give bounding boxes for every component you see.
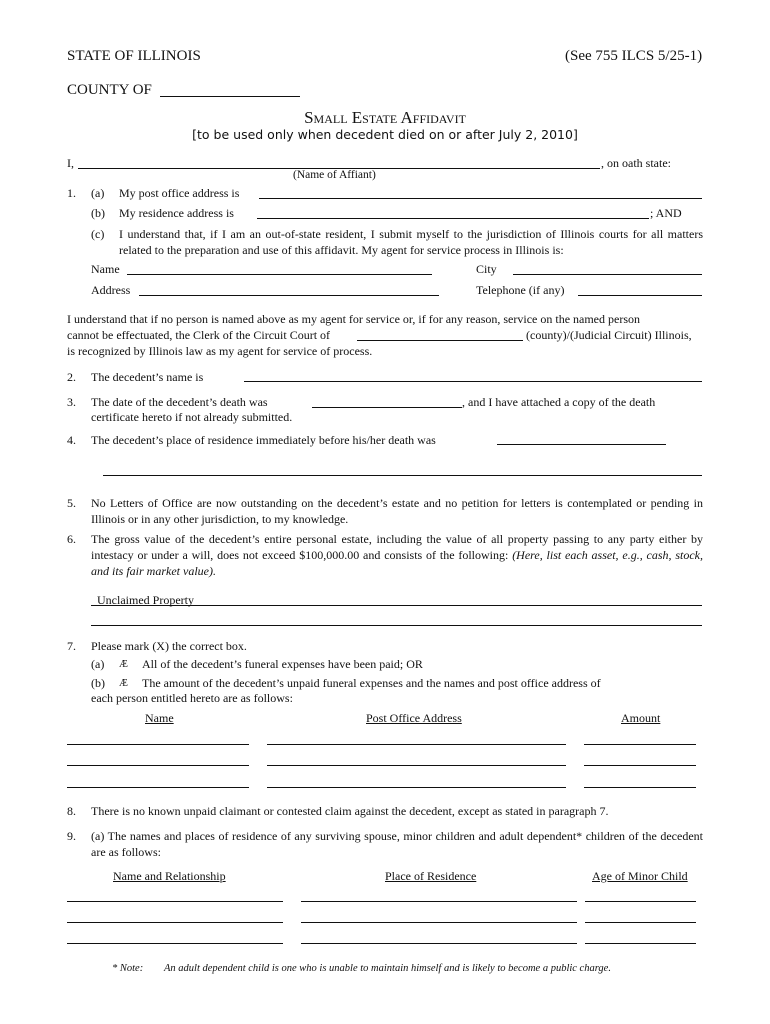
item9-col-age: Age of Minor Child bbox=[592, 869, 688, 883]
item1-b-label: (b) bbox=[91, 206, 105, 220]
survivor-age-field-1[interactable] bbox=[585, 901, 696, 902]
funeral-name-field-2[interactable] bbox=[67, 765, 249, 766]
item9-text: (a) The names and places of residence of any surviving spouse, minor children and adult dependent* children of the decedent are as follows: bbox=[91, 829, 703, 859]
item1-c-text: I understand that, if I am an out-of-state resident, I submit myself to the jurisdiction of Illinois courts for all matters related to the preparation and use of this affidavit. My agent for service process in Illinois is: bbox=[119, 227, 703, 257]
funeral-amount-field-1[interactable] bbox=[584, 744, 696, 745]
statute-reference: (See 755 ILCS 5/25-1) bbox=[565, 48, 703, 64]
item3-text-b: , and I have attached a copy of the death bbox=[462, 395, 656, 409]
residence-address-field[interactable] bbox=[257, 218, 649, 219]
survivor-residence-field-1[interactable] bbox=[301, 901, 577, 902]
agent-city-field[interactable] bbox=[513, 274, 702, 275]
agent-telephone-label: Telephone (if any) bbox=[476, 283, 565, 297]
funeral-address-field-2[interactable] bbox=[267, 765, 566, 766]
county-field[interactable] bbox=[160, 96, 300, 97]
survivor-residence-field-3[interactable] bbox=[301, 943, 577, 944]
item3-text-c: certificate hereto if not already submitted. bbox=[91, 410, 293, 424]
item9-col-place: Place of Residence bbox=[385, 869, 477, 883]
item2-number: 2. bbox=[67, 370, 76, 384]
survivor-name-field-1[interactable] bbox=[67, 901, 283, 902]
funeral-amount-field-3[interactable] bbox=[584, 787, 696, 788]
item7-text: Please mark (X) the correct box. bbox=[91, 639, 247, 653]
item1-a-text: My post office address is bbox=[119, 186, 240, 200]
item7-b-text: The amount of the decedent’s unpaid funeral expenses and the names and post office address of bbox=[142, 676, 601, 690]
item3-number: 3. bbox=[67, 395, 76, 409]
circuit-court-field[interactable] bbox=[357, 340, 523, 341]
note-label: * Note: bbox=[112, 963, 144, 974]
item7-col-amount: Amount bbox=[621, 711, 661, 725]
survivor-residence-field-2[interactable] bbox=[301, 922, 577, 923]
item1-c-label: (c) bbox=[91, 227, 105, 241]
item8-number: 8. bbox=[67, 804, 76, 818]
survivor-name-field-3[interactable] bbox=[67, 943, 283, 944]
residence-at-death-field-2[interactable] bbox=[103, 475, 702, 476]
item7-col-name: Name bbox=[145, 711, 174, 725]
item7-a-label: (a) bbox=[91, 657, 105, 671]
asset-line-2[interactable] bbox=[91, 625, 702, 626]
agent-para-line2b: (county)/(Judicial Circuit) Illinois, bbox=[526, 328, 692, 342]
item7-b-label: (b) bbox=[91, 676, 105, 690]
item6-italic-instruction: (Here, list each asset, e.g., cash, stock, and its fair market value). bbox=[91, 548, 703, 578]
item7-b-text2: each person entitled hereto are as follows: bbox=[91, 691, 293, 705]
state-heading: STATE OF ILLINOIS bbox=[67, 48, 201, 64]
agent-address-label: Address bbox=[91, 283, 131, 297]
item7-col-address: Post Office Address bbox=[366, 711, 462, 725]
item1-number: 1. bbox=[67, 186, 76, 200]
funeral-name-field-3[interactable] bbox=[67, 787, 249, 788]
funeral-address-field-1[interactable] bbox=[267, 744, 566, 745]
survivor-name-field-2[interactable] bbox=[67, 922, 283, 923]
death-date-field[interactable] bbox=[312, 407, 462, 408]
county-label: COUNTY OF bbox=[67, 82, 152, 98]
page-subtitle: [to be used only when decedent died on or after July 2, 2010] bbox=[192, 127, 578, 142]
item8-text: There is no known unpaid claimant or contested claim against the decedent, except as stated in paragraph 7. bbox=[91, 804, 609, 818]
asset-line-1[interactable] bbox=[91, 605, 702, 606]
item1-b-text: My residence address is bbox=[119, 206, 234, 220]
item5-text: No Letters of Office are now outstanding on the decedent’s estate and no petition for letters is contemplated or pending in Illinois or in any other jurisdiction, to my knowledge. bbox=[91, 496, 703, 526]
item4-text: The decedent’s place of residence immediately before his/her death was bbox=[91, 433, 436, 447]
affiant-prefix: I, bbox=[67, 156, 74, 170]
asset-entry-value[interactable]: Unclaimed Property bbox=[97, 593, 194, 607]
funeral-name-field-1[interactable] bbox=[67, 744, 249, 745]
item1-a-label: (a) bbox=[91, 186, 105, 200]
survivor-age-field-2[interactable] bbox=[585, 922, 696, 923]
agent-para-line2a: cannot be effectuated, the Clerk of the Circuit Court of bbox=[67, 328, 331, 342]
agent-telephone-field[interactable] bbox=[578, 295, 702, 296]
item9-col-name: Name and Relationship bbox=[113, 869, 226, 883]
survivor-age-field-3[interactable] bbox=[585, 943, 696, 944]
item6-number: 6. bbox=[67, 532, 76, 546]
item1-b-suffix: ; AND bbox=[650, 206, 682, 220]
affiant-suffix: , on oath state: bbox=[601, 156, 671, 170]
affiant-caption: (Name of Affiant) bbox=[293, 169, 376, 181]
item7-number: 7. bbox=[67, 639, 76, 653]
item5-number: 5. bbox=[67, 496, 76, 510]
decedent-name-field[interactable] bbox=[244, 381, 702, 382]
residence-at-death-field[interactable] bbox=[497, 444, 666, 445]
funeral-amount-field-2[interactable] bbox=[584, 765, 696, 766]
agent-address-field[interactable] bbox=[139, 295, 439, 296]
item6-text: The gross value of the decedent’s entire personal estate, including the value of all property passing to any party either by intestacy or under a will, does not exceed $100,000.00 and consists of the following: bbox=[91, 532, 703, 562]
page-title: Small Estate Affidavit bbox=[304, 108, 466, 127]
note-text: An adult dependent child is one who is unable to maintain himself and is likely to become a public charge. bbox=[164, 963, 611, 974]
item2-text: The decedent’s name is bbox=[91, 370, 204, 384]
agent-city-label: City bbox=[476, 262, 497, 276]
agent-para-line1: I understand that if no person is named above as my agent for service or, if for any reason, service on the named person bbox=[67, 312, 640, 326]
funeral-unpaid-checkbox[interactable]: Æ bbox=[119, 678, 128, 689]
item9-number: 9. bbox=[67, 829, 76, 843]
item3-text-a: The date of the decedent’s death was bbox=[91, 395, 268, 409]
funeral-address-field-3[interactable] bbox=[267, 787, 566, 788]
agent-name-field[interactable] bbox=[127, 274, 432, 275]
agent-para-line3: is recognized by Illinois law as my agent for service of process. bbox=[67, 344, 373, 358]
agent-name-label: Name bbox=[91, 262, 120, 276]
item4-number: 4. bbox=[67, 433, 76, 447]
post-office-address-field[interactable] bbox=[259, 198, 702, 199]
funeral-paid-checkbox[interactable]: Æ bbox=[119, 659, 128, 670]
item7-a-text: All of the decedent’s funeral expenses have been paid; OR bbox=[142, 657, 423, 671]
